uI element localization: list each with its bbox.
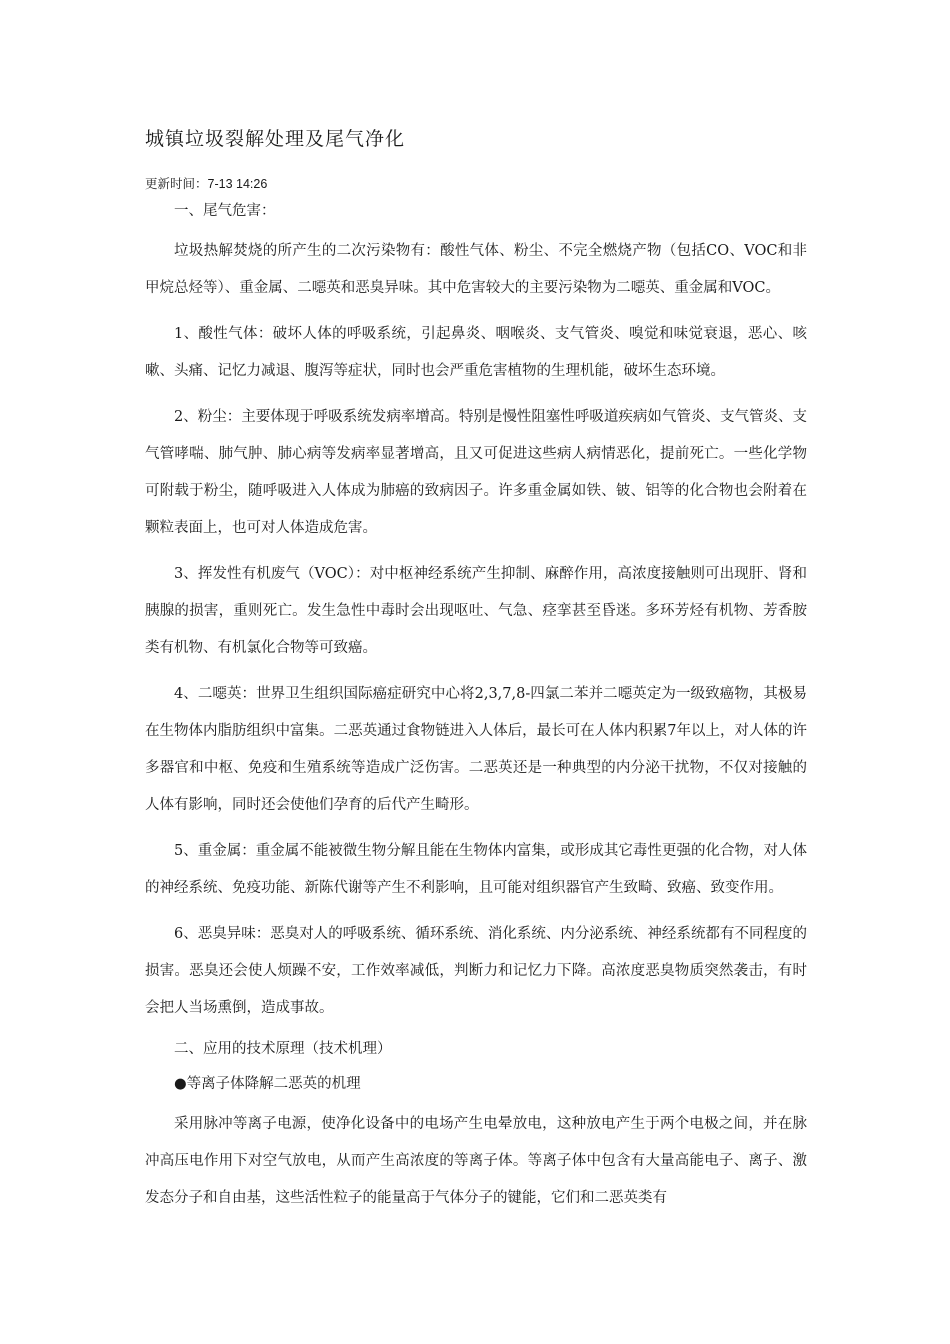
paragraph-odor: 6、恶臭异味：恶臭对人的呼吸系统、循环系统、消化系统、内分泌系统、神经系统都有不同程度的损害。恶臭还会使人烦躁不安，工作效率减低，判断力和记忆力下降。高浓度恶臭物质突然袭击，有时会把人当场熏倒，造成事故。 xyxy=(145,926,807,1016)
paragraph-dust: 2、粉尘：主要体现于呼吸系统发病率增高。特别是慢性阻塞性呼吸道疾病如气管炎、支气管炎、支气管哮喘、肺气肿、肺心病等发病率显著增高，且又可促进这些病人病情恶化，提前死亡。一些化学物可附载于粉尘，随呼吸进入人体成为肺癌的致病因子。许多重金属如铁、铍、铝等的化合物也会附着在颗粒表面上，也可对人体造成危害。 xyxy=(145,409,807,536)
paragraph-voc: 3、挥发性有机废气（VOC）：对中枢神经系统产生抑制、麻醉作用，高浓度接触则可出现肝、肾和胰腺的损害，重则死亡。发生急性中毒时会出现呕吐、气急、痉挛甚至昏迷。多环芳烃有机物、芳香胺类有机物、有机氯化合物等可致癌。 xyxy=(145,566,807,656)
paragraph-acid-gas: 1、酸性气体：破坏人体的呼吸系统，引起鼻炎、咽喉炎、支气管炎、嗅觉和味觉衰退，恶心、咳嗽、头痛、记忆力减退、腹泻等症状，同时也会严重危害植物的生理机能，破坏生态环境。 xyxy=(145,326,807,379)
paragraph-intro: 垃圾热解焚烧的所产生的二次污染物有：酸性气体、粉尘、不完全燃烧产物（包括CO、VOC和非甲烷总烃等）、重金属、二噁英和恶臭异味。其中危害较大的主要污染物为二噁英、重金属和VOC。 xyxy=(145,243,807,296)
subsection-heading-plasma: ●等离子体降解二恶英的机理 xyxy=(174,1076,361,1092)
update-time-label: 更新时间： xyxy=(145,176,208,191)
update-time-value: 7-13 14:26 xyxy=(207,177,268,191)
article-title: 城镇垃圾裂解处理及尾气净化 xyxy=(145,128,406,150)
paragraph-heavy-metals: 5、重金属：重金属不能被微生物分解且能在生物体内富集，或形成其它毒性更强的化合物，对人体的神经系统、免疫功能、新陈代谢等产生不利影响，且可能对组织器官产生致畸、致癌、致变作用。 xyxy=(145,843,807,896)
article-body xyxy=(145,198,807,1226)
paragraph-dioxin: 4、二噁英：世界卫生组织国际癌症研究中心将2,3,7,8-四氯二苯并二噁英定为一级致癌物，其极易在生物体内脂肪组织中富集。二恶英通过食物链进入人体后，最长可在人体内积累7年以上，对人体的许多器官和中枢、免疫和生殖系统等造成广泛伤害。二恶英还是一种典型的内分泌干扰物，不仅对接触的人体有影响，同时还会使他们孕育的后代产生畸形。 xyxy=(145,686,807,813)
paragraph-plasma: 采用脉冲等离子电源，使净化设备中的电场产生电晕放电，这种放电产生于两个电极之间，并在脉冲高压电作用下对空气放电，从而产生高浓度的等离子体。等离子体中包含有大量高能电子、离子、激发态分子和自由基，这些活性粒子的能量高于气体分子的键能，它们和二恶英类有 xyxy=(145,1116,807,1206)
update-time xyxy=(145,174,267,192)
section-heading-hazards: 一、尾气危害： xyxy=(174,203,276,219)
section-heading-principles: 二、应用的技术原理（技术机理） xyxy=(174,1041,392,1057)
